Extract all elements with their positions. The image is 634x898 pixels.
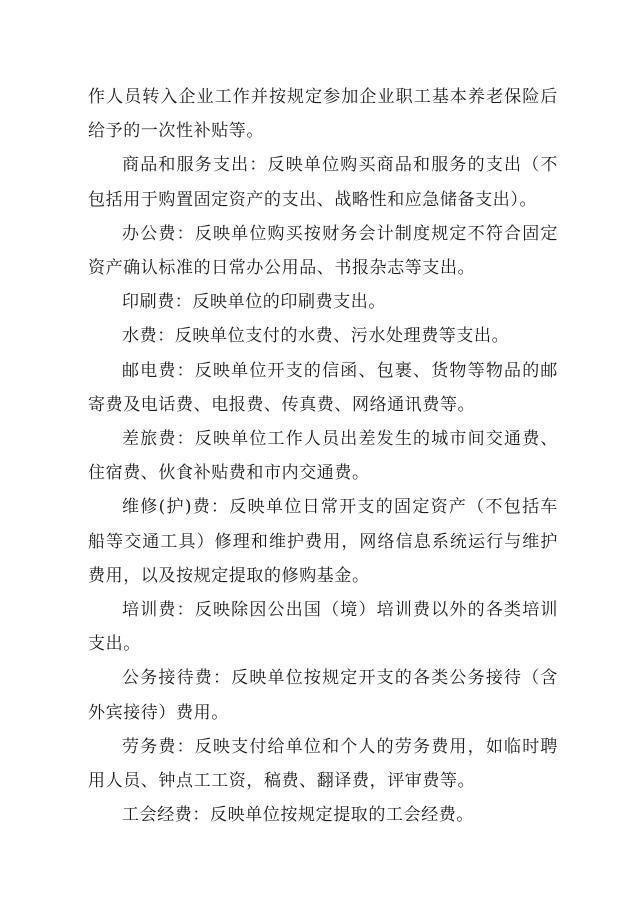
paragraph-labor-expense: 劳务费：反映支付给单位和个人的劳务费用，如临时聘用人员、钟点工工资，稿费、翻译费，评审费等。 (88, 736, 558, 792)
paragraph-postal-telecom-expense: 邮电费：反映单位开支的信函、包裹、货物等物品的邮寄费及电话费、电报费、传真费、网络通讯费等。 (88, 360, 558, 415)
paragraph-travel-expense: 差旅费：反映单位工作人员出差发生的城市间交通费、住宿费、伙食补贴费和市内交通费。 (88, 429, 558, 484)
paragraph-reception-expense: 公务接待费：反映单位按规定开支的各类公务接待（含外宾接待）费用。 (88, 668, 558, 723)
paragraph-training-expense: 培训费：反映除因公出国（境）培训费以外的各类培训支出。 (88, 600, 558, 655)
paragraph-union-expense: 工会经费：反映单位按规定提取的工会经费。 (122, 805, 474, 826)
paragraph-office-expense: 办公费：反映单位购买按财务会计制度规定不符合固定资产确认标准的日常办公用品、书报杂志等支出。 (88, 223, 558, 279)
document-body (88, 80, 558, 832)
paragraph-printing-expense: 印刷费：反映单位的印刷费支出。 (122, 292, 386, 313)
paragraph-goods-services: 商品和服务支出：反映单位购买商品和服务的支出（不包括用于购置固定资产的支出、战略性和应急储备支出）。 (88, 155, 558, 210)
paragraph-water-expense: 水费：反映单位支付的水费、污水处理费等支出。 (122, 326, 510, 347)
paragraph-continuation: 作人员转入企业工作并按规定参加企业职工基本养老保险后给予的一次性补贴等。 (88, 87, 558, 142)
paragraph-maintenance-expense: 维修(护)费：反映单位日常开支的固定资产（不包括车船等交通工具）修理和维护费用，网络信息系统运行与维护费用，以及按规定提取的修购基金。 (88, 497, 558, 586)
